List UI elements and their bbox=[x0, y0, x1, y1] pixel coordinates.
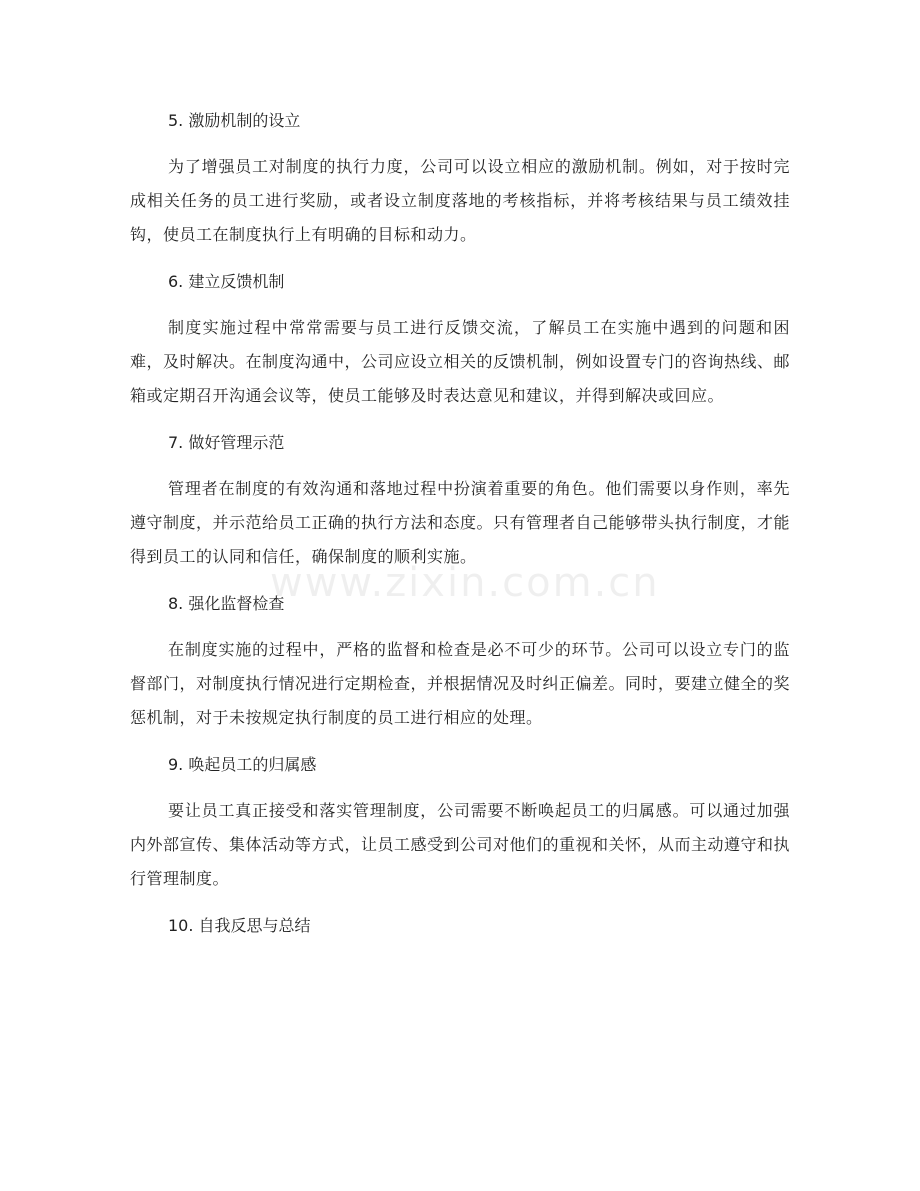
section-heading-7: 7. 做好管理示范 bbox=[168, 433, 285, 452]
section-heading-9: 9. 唤起员工的归属感 bbox=[168, 755, 317, 774]
section-heading-5: 5. 激励机制的设立 bbox=[168, 111, 301, 130]
section-body-9: 要让员工真正接受和落实管理制度，公司需要不断唤起员工的归属感。可以通过加强内外部宣传、集体活动等方式，让员工感受到公司对他们的重视和关怀，从而主动遵守和执行管理制度。 bbox=[130, 801, 791, 888]
section-body-6: 制度实施过程中常常需要与员工进行反馈交流，了解员工在实施中遇到的问题和困难，及时解决。在制度沟通中，公司应设立相关的反馈机制，例如设置专门的咨询热线、邮箱或定期召开沟通会议等，使员工能够及时表达意见和建议，并得到解决或回应。 bbox=[130, 318, 791, 405]
section-heading-8: 8. 强化监督检查 bbox=[168, 594, 285, 613]
section-body-5: 为了增强员工对制度的执行力度，公司可以设立相应的激励机制。例如，对于按时完成相关任务的员工进行奖励，或者设立制度落地的考核指标，并将考核结果与员工绩效挂钩，使员工在制度执行上有明确的目标和动力。 bbox=[130, 157, 790, 244]
section-body-7: 管理者在制度的有效沟通和落地过程中扮演着重要的角色。他们需要以身作则，率先遵守制度，并示范给员工正确的执行方法和态度。只有管理者自己能够带头执行制度，才能得到员工的认同和信任，确保制度的顺利实施。 bbox=[130, 479, 791, 566]
document-content bbox=[130, 104, 790, 955]
section-heading-6: 6. 建立反馈机制 bbox=[168, 272, 285, 291]
watermark: www.zixin.com.cn bbox=[270, 560, 660, 606]
section-heading-10: 10. 自我反思与总结 bbox=[168, 916, 311, 935]
section-body-8: 在制度实施的过程中，严格的监督和检查是必不可少的环节。公司可以设立专门的监督部门，对制度执行情况进行定期检查，并根据情况及时纠正偏差。同时，要建立健全的奖惩机制，对于未按规定执行制度的员工进行相应的处理。 bbox=[130, 640, 791, 727]
